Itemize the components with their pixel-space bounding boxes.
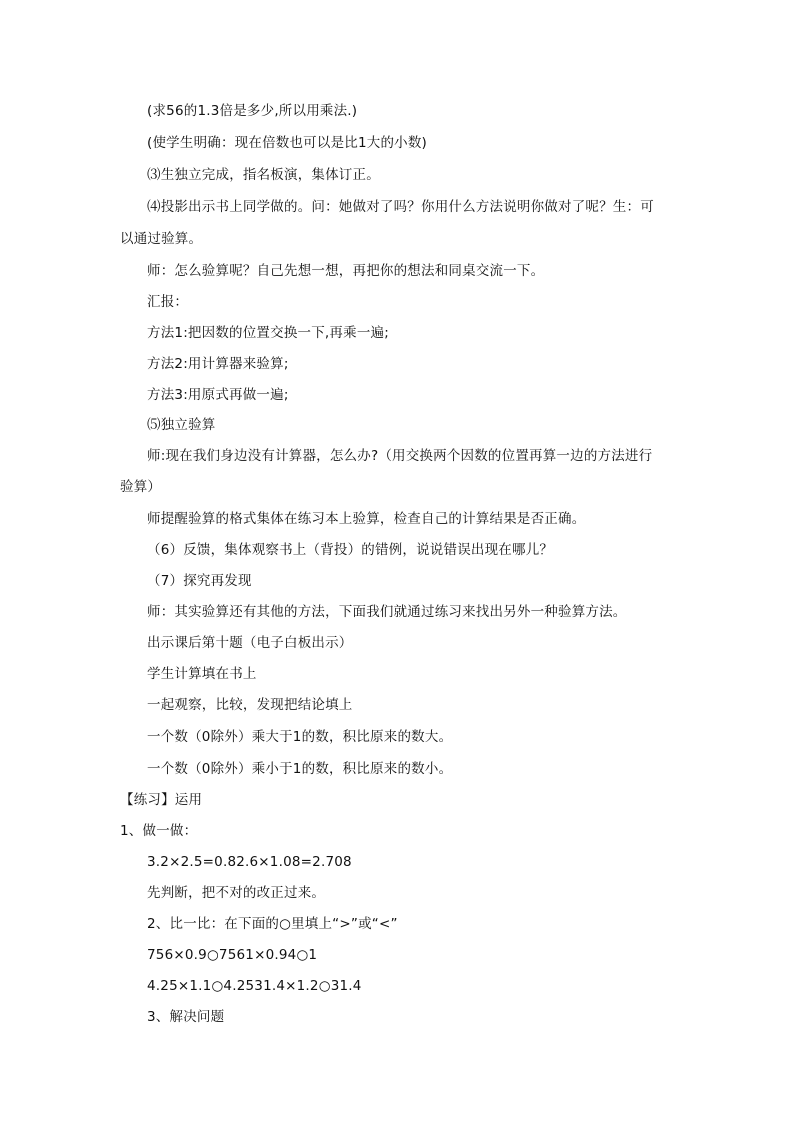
text-line: ⑸独立验算 (147, 417, 216, 433)
text-line: 验算） (120, 479, 162, 495)
text-line: 方法2:用计算器来验算; (147, 356, 289, 372)
text-line: ⑶生独立完成，指名板演，集体订正。 (147, 167, 380, 183)
exercise-heading: 2、比一比：在下面的○里填上“>”或“<” (147, 916, 398, 932)
text-line: (求56的1.3倍是多少,所以用乘法.) (147, 103, 358, 119)
text-line: 汇报： (147, 294, 189, 310)
text-line: 师:现在我们身边没有计算器，怎么办?（用交换两个因数的位置再算一边的方法进行 (147, 448, 653, 464)
text-line: 3.2×2.5=0.82.6×1.08=2.708 (147, 854, 352, 870)
text-line: 4.25×1.1○4.2531.4×1.2○31.4 (147, 978, 362, 994)
text-line: （7）探究再发现 (147, 573, 252, 589)
text-line: （6）反馈，集体观察书上（背投）的错例，说说错误出现在哪儿？ (147, 542, 554, 558)
text-line: (使学生明确：现在倍数也可以是比1大的小数) (147, 135, 428, 151)
text-line: 一个数（0除外）乘大于1的数，积比原来的数大。 (147, 729, 453, 745)
text-line: 一起观察，比较，发现把结论填上 (147, 697, 353, 713)
text-line: 以通过验算。 (120, 231, 203, 247)
section-heading: 【练习】运用 (120, 792, 203, 808)
text-line: 756×0.9○7561×0.94○1 (147, 947, 318, 963)
text-line: 方法1:把因数的位置交换一下,再乘一遍; (147, 325, 389, 341)
text-line: 师提醒验算的格式集体在练习本上验算，检查自己的计算结果是否正确。 (147, 511, 586, 527)
exercise-heading: 1、做一做： (120, 823, 198, 839)
text-line: 先判断，把不对的改正过来。 (147, 885, 326, 901)
text-line: 师：怎么验算呢？自己先想一想，再把你的想法和同桌交流一下。 (147, 263, 545, 279)
text-line: 方法3:用原式再做一遍; (147, 387, 289, 403)
exercise-heading: 3、解决问题 (147, 1009, 225, 1025)
text-line: 出示课后第十题（电子白板出示） (147, 635, 353, 651)
text-line: ⑷投影出示书上同学做的。问：她做对了吗？你用什么方法说明你做对了呢？生：可 (147, 199, 654, 215)
text-line: 一个数（0除外）乘小于1的数，积比原来的数小。 (147, 761, 453, 777)
text-line: 师：其实验算还有其他的方法，下面我们就通过练习来找出另外一种验算方法。 (147, 604, 627, 620)
text-line: 学生计算填在书上 (147, 666, 257, 682)
